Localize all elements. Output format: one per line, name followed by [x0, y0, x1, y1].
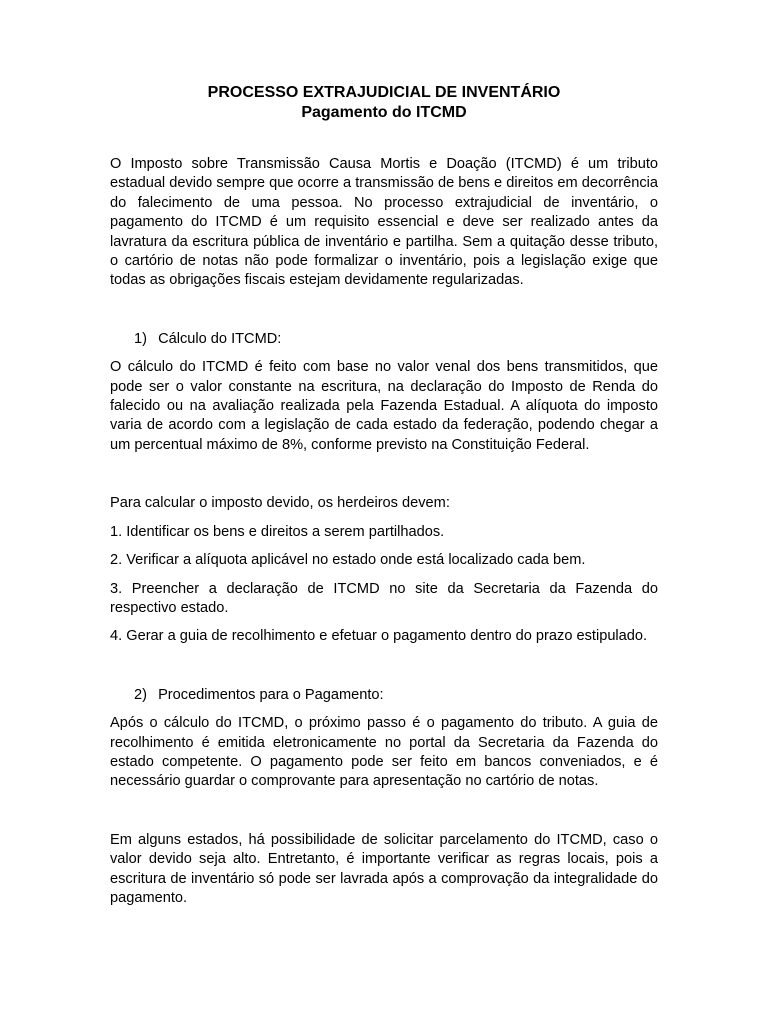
section-2-number: 2) [134, 686, 147, 703]
section-1-paragraph: O cálculo do ITCMD é feito com base no valor venal dos bens transmitidos, que pode ser o valor constante na escritura, na declaração do Imposto de Renda do falecido ou na avaliação realizada pela Fazenda Estadual. A alíquota do imposto varia de acordo com a legislação de cada estado da federação, podendo chegar a um percentual máximo de 8%, conforme previsto na Constituição Federal. [110, 359, 658, 453]
intro-paragraph: O Imposto sobre Transmissão Causa Mortis e Doação (ITCMD) é um tributo estadual devido sempre que ocorre a transmissão de bens e direitos em decorrência do falecimento de uma pessoa. No processo extrajudicial de inventário, o pagamento do ITCMD é um requisito essencial e deve ser realizado antes da lavratura da escritura pública de inventário e partilha. Sem a quitação desse tributo, o cartório de notas não pode formalizar o inventário, pois a legislação exige que todas as obrigações fiscais estejam devidamente regularizadas. [110, 156, 658, 289]
steps-intro: Para calcular o imposto devido, os herdeiros devem: [110, 495, 450, 512]
section-1-heading [110, 330, 658, 349]
document-title: PROCESSO EXTRAJUDICIAL DE INVENTÁRIO [207, 84, 561, 101]
section-2-title: Procedimentos para o Pagamento: [158, 686, 384, 703]
section-2-heading [110, 686, 658, 705]
section-1-number: 1) [134, 330, 147, 347]
document-page [110, 83, 658, 908]
section-1-title: Cálculo do ITCMD: [158, 330, 282, 347]
step-item: 3. Preencher a declaração de ITCMD no site da Secretaria da Fazenda do respectivo estado. [110, 580, 658, 616]
step-item: 2. Verificar a alíquota aplicável no estado onde está localizado cada bem. [110, 552, 586, 569]
section-2-paragraph: Após o cálculo do ITCMD, o próximo passo é o pagamento do tributo. A guia de recolhimento é emitida eletronicamente no portal da Secretaria da Fazenda do estado competente. O pagamento pode ser feito em bancos conveniados, e é necessário guardar o comprovante para apresentação no cartório de notas. [110, 715, 658, 790]
document-subtitle: Pagamento do ITCMD [301, 104, 467, 121]
closing-paragraph: Em alguns estados, há possibilidade de solicitar parcelamento do ITCMD, caso o valor devido seja alto. Entretanto, é importante verificar as regras locais, pois a escritura de inventário só pode ser lavrada após a comprovação da integralidade do pagamento. [110, 831, 658, 906]
step-item: 4. Gerar a guia de recolhimento e efetuar o pagamento dentro do prazo estipulado. [110, 628, 648, 645]
step-item: 1. Identificar os bens e direitos a serem partilhados. [110, 523, 445, 540]
